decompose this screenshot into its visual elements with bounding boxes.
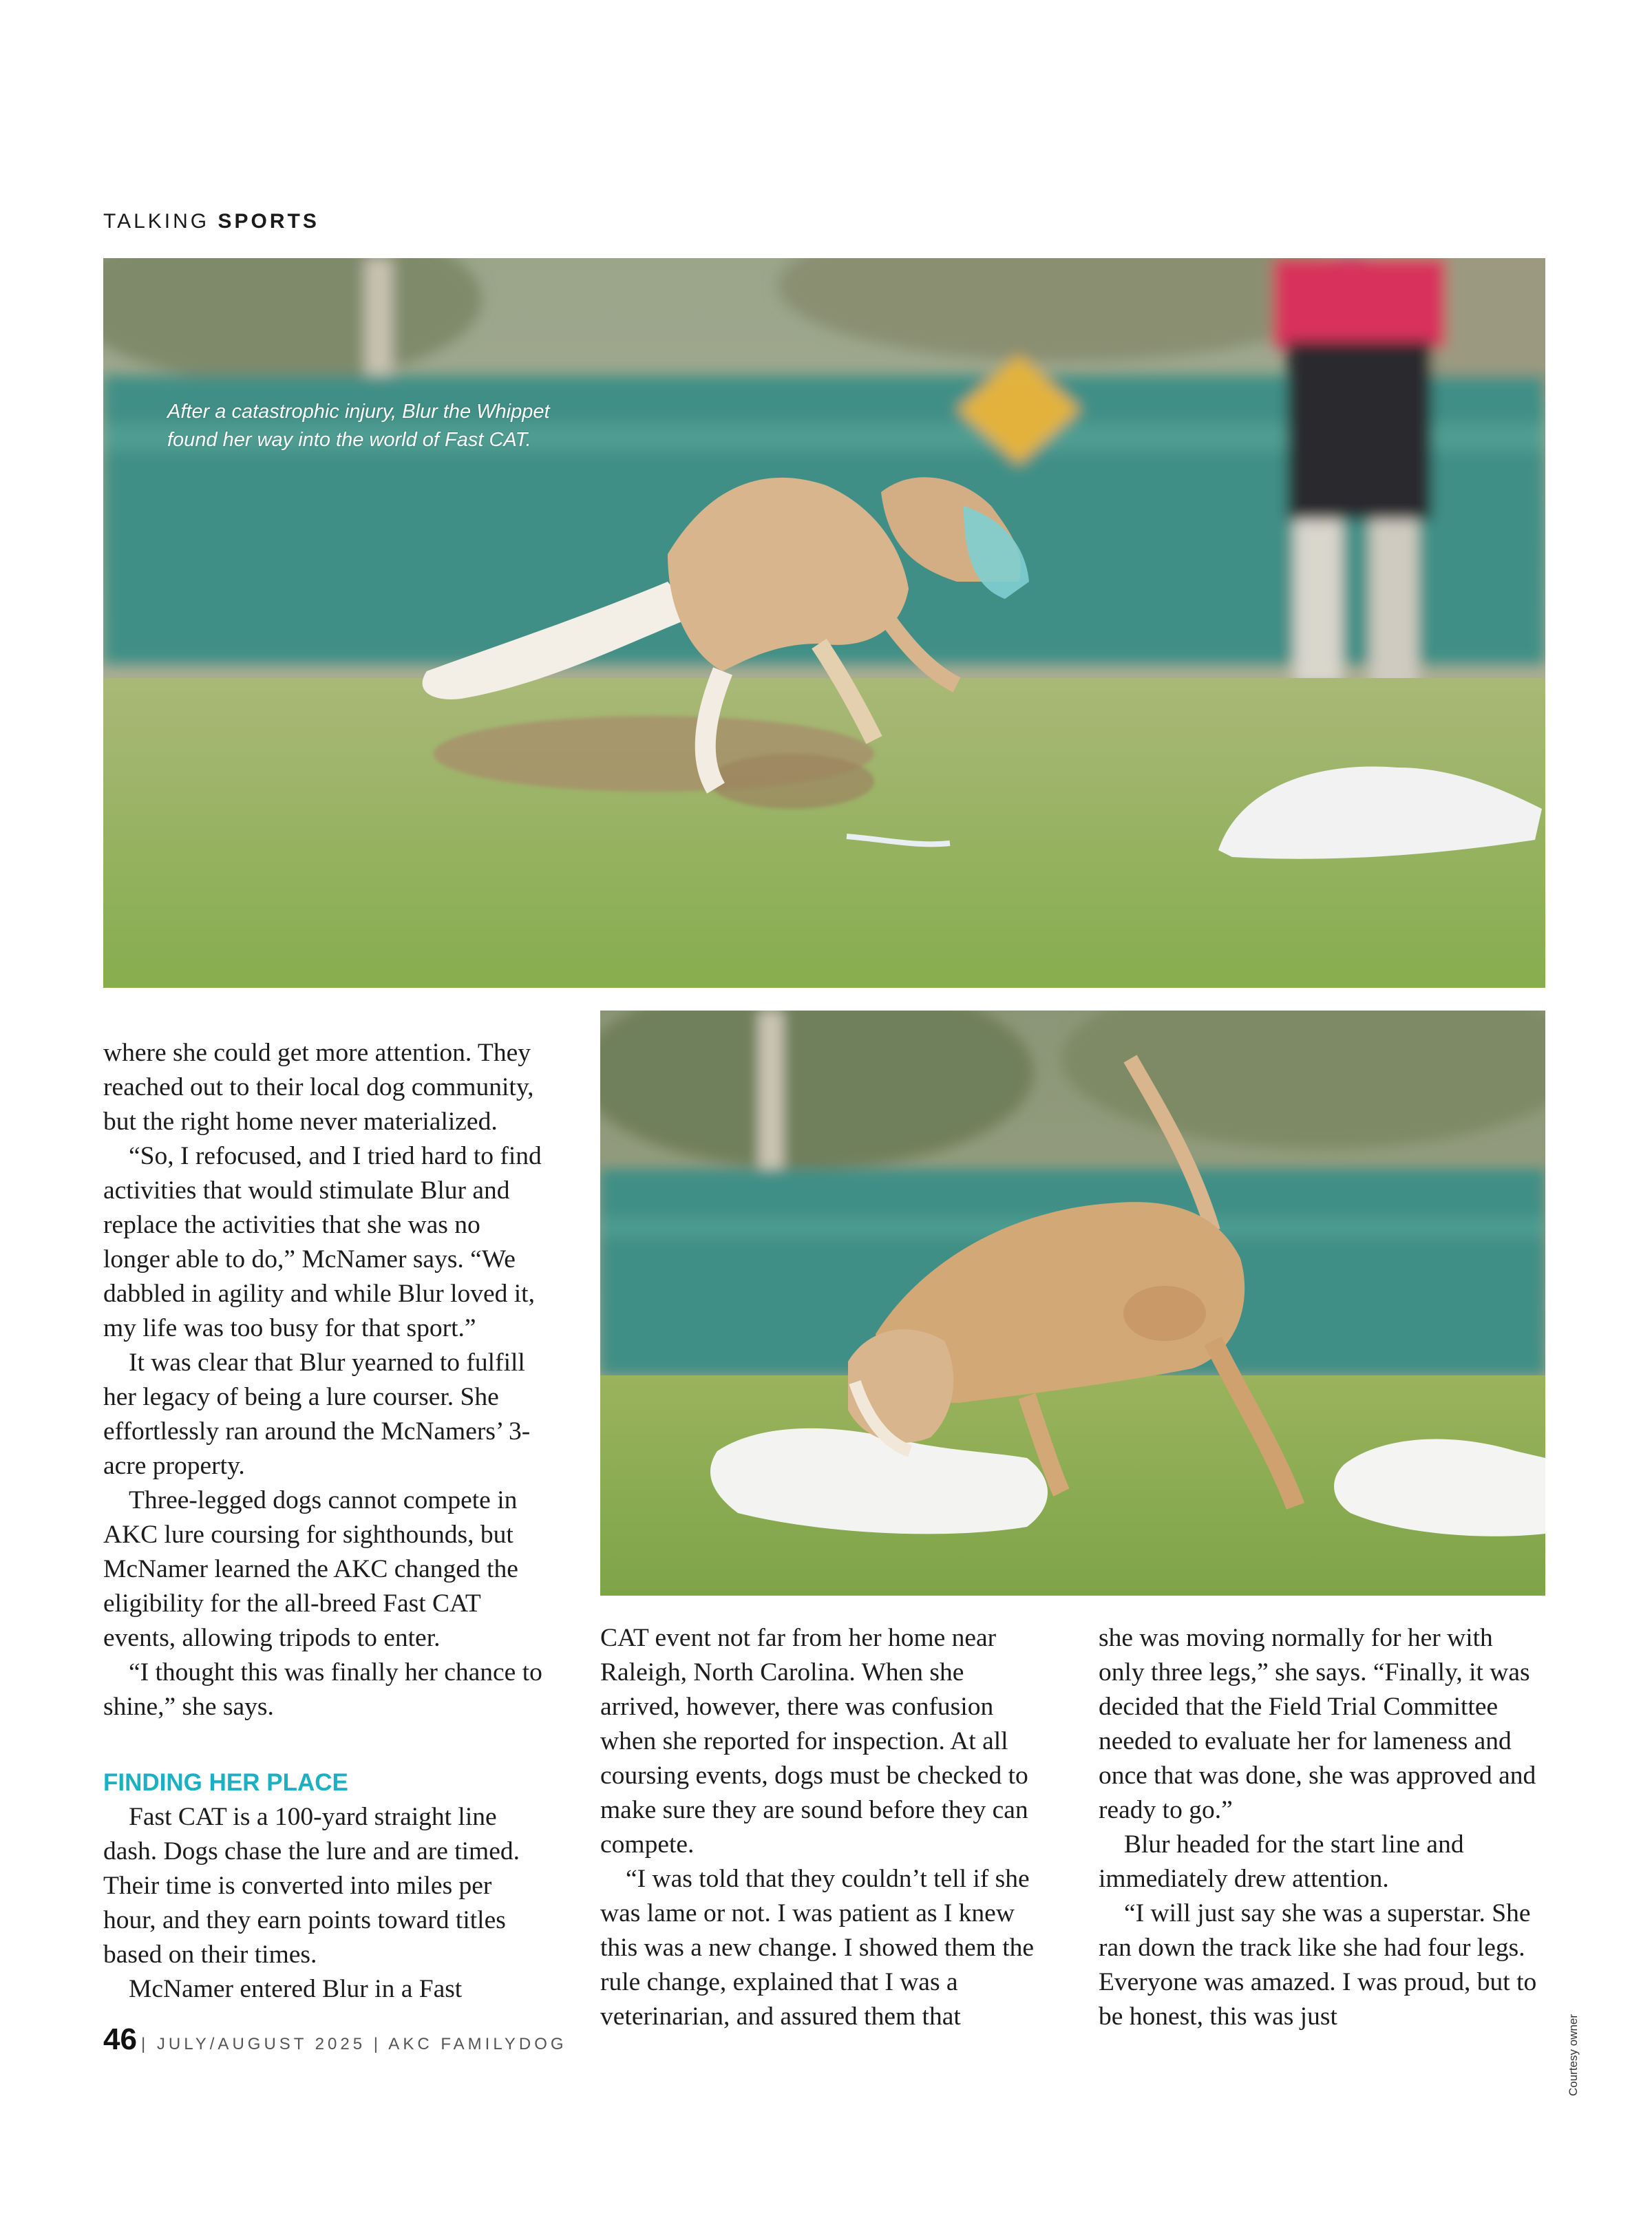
col1-paragraph: Fast CAT is a 100-yard straight line dash. Dogs chase the lure and are timed. Their time is converted into miles per hour, and they earn points toward titles based on their times. <box>103 1803 520 1969</box>
whippet-running-photo <box>103 258 1545 988</box>
col3-paragraph: Blur headed for the start line and immediately drew attention. <box>1099 1830 1464 1893</box>
col2-paragraph: “I was told that they couldn’t tell if she was lame or not. I was patient as I knew this was a new change. I showed them the rule change, explained that I was a veterinarian, and assured them that <box>600 1865 1035 2031</box>
col1-paragraph: “I thought this was finally her chance to shine,” she says. <box>103 1658 542 1721</box>
photo-credit: Courtesy owner <box>1567 2013 1580 2096</box>
col1-paragraph: McNamer entered Blur in a Fast <box>129 1975 463 2003</box>
section-prefix: TALKING <box>103 210 210 233</box>
col2-paragraph: CAT event not far from her home near Raleigh, North Carolina. When she arrived, however, there was confusion when she reported for inspection. At all coursing events, dogs must be checked to make sure they are sound before they can compete. <box>600 1624 1028 1859</box>
publication-line: | JULY/AUGUST 2025 | AKC FAMILYDOG <box>140 2035 567 2053</box>
col1-paragraph: “So, I refocused, and I tried hard to find activities that would stimulate Blur and replace the activities that she was no longer able to do,” McNamer says. “We dabbled in agility and while Blur loved it, my life was too busy for that sport.” <box>103 1142 542 1342</box>
photo-caption: After a catastrophic injury, Blur the Whippet found her way into the world of Fast CAT. <box>167 401 550 451</box>
col1-paragraph: where she could get more attention. They reached out to their local dog community, but the right home never materialized. <box>103 1039 534 1136</box>
top-photo <box>103 258 1545 988</box>
section-label <box>103 210 319 233</box>
text-column-1 <box>103 1036 549 2007</box>
text-column-3 <box>1099 1621 1545 2034</box>
second-photo <box>600 1011 1545 1596</box>
text-column-2 <box>600 1621 1046 2034</box>
section-heading: FINDING HER PLACE <box>103 1769 348 1796</box>
whippet-catching-lure-photo <box>600 1011 1545 1596</box>
col3-paragraph: she was moving normally for her with only three legs,” she says. “Finally, it was decided that the Field Trial Committee needed to evaluate her for lameness and once that was done, she was approved and ready to go.” <box>1099 1624 1536 1824</box>
page-number: 46 <box>103 2022 137 2056</box>
page-footer <box>103 2022 567 2057</box>
col1-paragraph: Three-legged dogs cannot compete in AKC lure coursing for sighthounds, but McNamer learned the AKC changed the eligibility for the all-breed Fast CAT events, allowing tripods to enter. <box>103 1486 518 1652</box>
section-bold: SPORTS <box>218 210 319 233</box>
col1-paragraph: It was clear that Blur yearned to fulfill her legacy of being a lure courser. She effortlessly ran around the McNamers’ 3-acre property. <box>103 1349 531 1480</box>
col3-paragraph: “I will just say she was a superstar. She ran down the track like she had four legs. Everyone was amazed. I was proud, but to be honest, this was just <box>1099 1899 1537 2031</box>
